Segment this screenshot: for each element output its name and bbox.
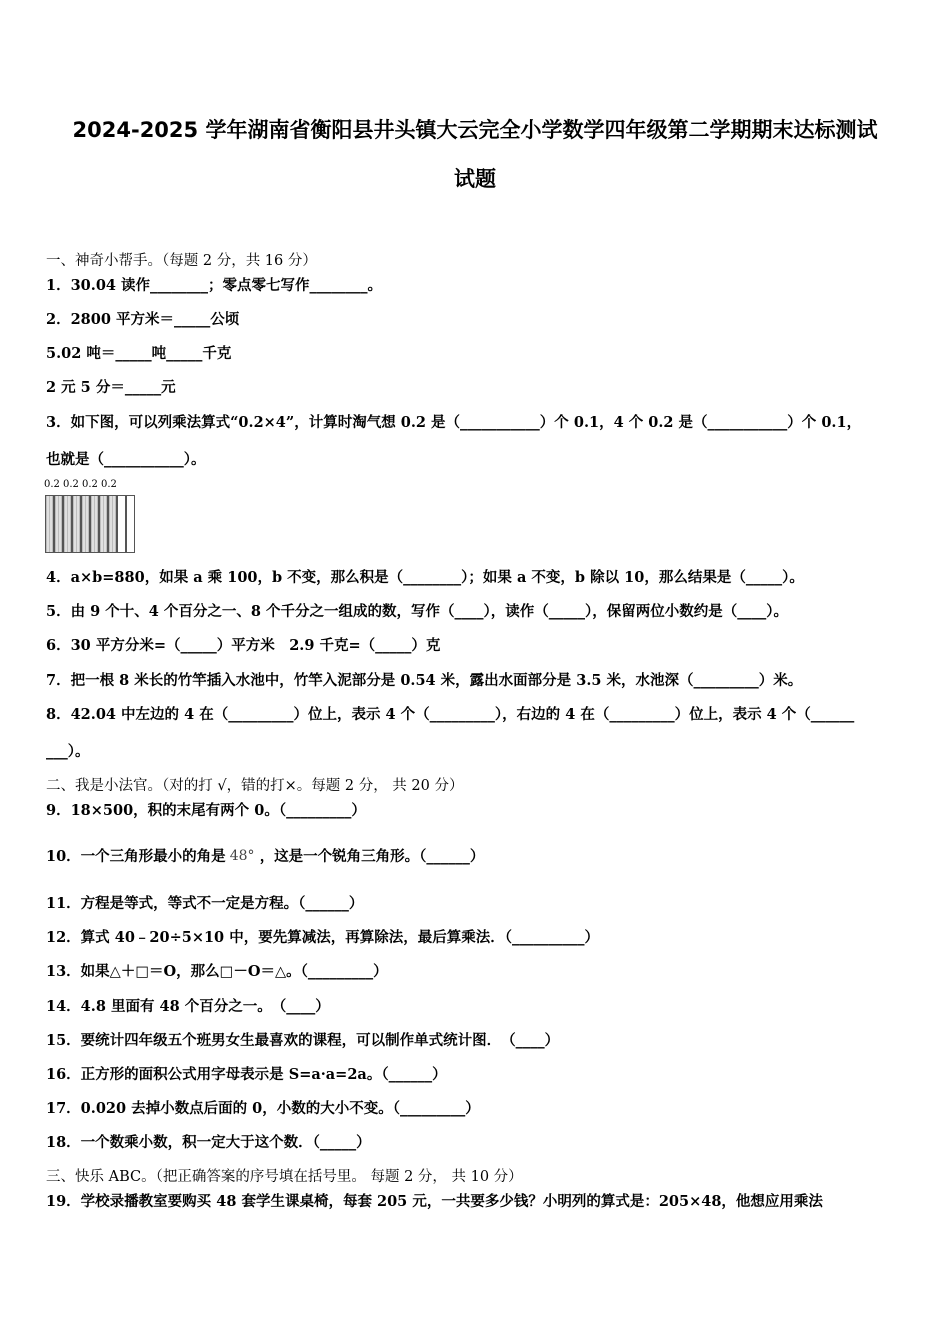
section-3-heading: 三、快乐 ABC。（把正确答案的序号填在括号里。 每题 2 分， 共 10 分） [46,1169,523,1185]
question-2: 2．2800 平方米＝_____公顷 [46,311,240,328]
blank-strip [117,495,126,553]
question-11: 11．方程是等式，等式不一定是方程。（______） [46,895,364,912]
question-10-text: 10．一个三角形最小的角是 [46,848,226,865]
question-4: 4．a×b=880，如果 a 乘 100，b 不变，那么积是（________）；如果 a 不变，b 除以 10，那么结果是（_____）。 [46,569,804,586]
shaded-strip [90,495,99,553]
blank-strip [126,495,135,553]
question-13: 13．如果△＋□＝O，那么□－O＝△。（_________） [46,963,388,980]
page-title-line2: 试题 [454,167,496,191]
figure-label: 0.2 [44,479,60,490]
question-6: 6．30 平方分米=（_____）平方米 2.9 千克=（_____）克 [46,637,441,654]
shaded-strip [45,495,54,553]
question-10 [46,848,484,866]
shaded-strip [63,495,72,553]
question-1: 1．30.04 读作________；零点零七写作________。 [46,277,383,294]
question-12: 12．算式 40﹣20÷5×10 中，要先算减法，再算除法，最后算乘法．（__________） [46,929,599,946]
section-2-heading: 二、我是小法官。（对的打 √，错的打×。每题 2 分， 共 20 分） [46,778,464,794]
question-2-part-b: 5.02 吨＝_____吨_____千克 [46,345,232,362]
question-8: 8．42.04 中左边的 4 在（_________）位上，表示 4 个（_________），右边的 4 在（_________）位上，表示 4 个（______ [46,706,855,723]
figure-label: 0.2 [82,479,98,490]
question-7: 7．把一根 8 米长的竹竿插入水池中，竹竿入泥部分是 0.54 米，露出水面部分是 3.5 米，水池深（_________）米。 [46,672,803,689]
shaded-strip [72,495,81,553]
question-14: 14．4.8 里面有 48 个百分之一。 （____） [46,998,330,1015]
question-17: 17．0.020 去掉小数点后面的 0，小数的大小不变。（_________） [46,1100,480,1117]
question-8-continued: ___）。 [46,743,90,760]
question-15: 15．要统计四年级五个班男女生最喜欢的课程，可以制作单式统计图． （____） [46,1032,560,1049]
question-3-continued: 也就是（___________）。 [46,451,206,468]
question-5: 5．由 9 个十、4 个百分之一、8 个千分之一组成的数，写作（____），读作（_____），保留两位小数约是（____）。 [46,603,789,620]
question-18: 18．一个数乘小数，积一定大于这个数．（_____） [46,1134,371,1151]
question-16: 16．正方形的面积公式用字母表示是 S=a·a=2a。（______） [46,1066,447,1083]
figure-label: 0.2 [63,479,79,490]
angle-degree-label: 48° [229,848,255,864]
shaded-strip [99,495,108,553]
question-3: 3．如下图，可以列乘法算式“0.2×4”，计算时淘气想 0.2 是（___________）个 0.1，4 个 0.2 是（___________）个 0.1， [46,414,862,431]
question-19: 19．学校录播教室要购买 48 套学生课桌椅，每套 205 元，一共要多少钱？小明列的算式是：205×48，他想应用乘法 [46,1193,823,1210]
shaded-strip [108,495,117,553]
section-1-heading: 一、神奇小帮手。（每题 2 分，共 16 分） [46,253,317,269]
shaded-strip [81,495,90,553]
question-10-tail: ，这是一个锐角三角形。（______） [259,848,485,865]
question-2-part-c: 2 元 5 分＝_____元 [46,379,176,396]
page-title: 2024-2025 学年湖南省衡阳县井头镇大云完全小学数学四年级第二学期期末达标测试 [72,118,878,142]
question-9: 9．18×500，积的末尾有两个 0。（_________） [46,802,366,819]
figure-label: 0.2 [101,479,117,490]
shaded-strip [54,495,63,553]
